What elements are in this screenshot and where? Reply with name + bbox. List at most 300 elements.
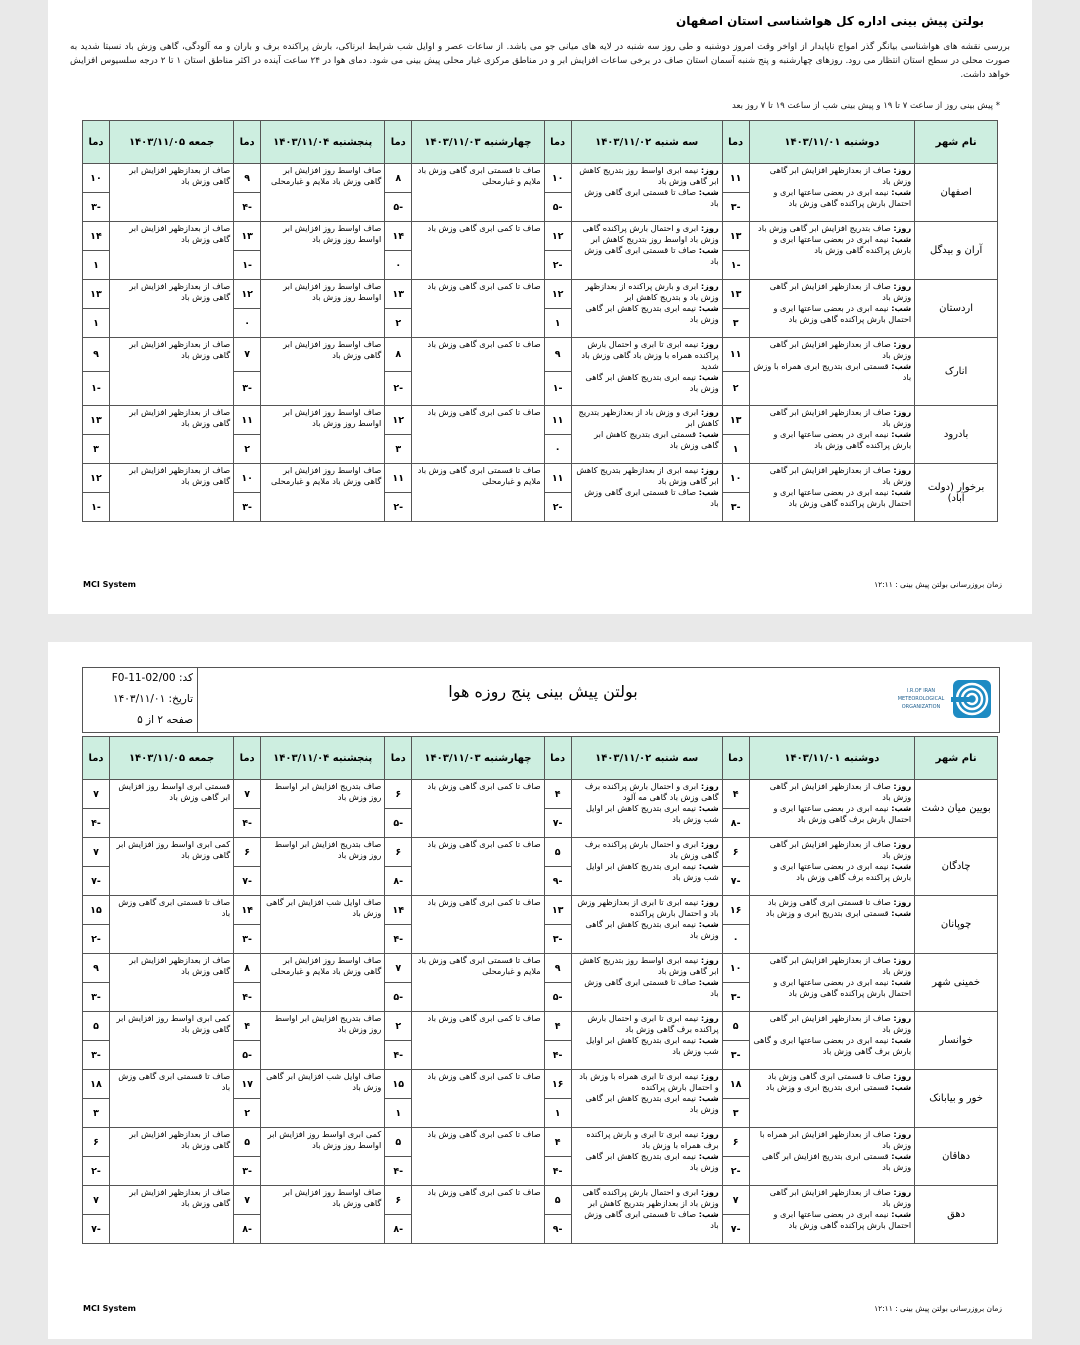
day-forecast bbox=[575, 281, 719, 303]
night-label: شب: bbox=[891, 187, 912, 197]
min-temp: -۳ bbox=[722, 193, 749, 222]
night-label: شب: bbox=[698, 1209, 719, 1219]
column-header-temp: دما bbox=[544, 737, 571, 780]
min-temp: -۴ bbox=[234, 193, 261, 222]
min-temp: -۳ bbox=[234, 925, 261, 954]
document-code-box bbox=[83, 668, 198, 732]
forecast-text: صاف تا کمی ابری گاهی وزش باد bbox=[427, 781, 541, 791]
day-forecast bbox=[575, 223, 719, 245]
min-temp: -۵ bbox=[544, 983, 571, 1012]
day-label: روز: bbox=[700, 465, 719, 475]
night-forecast bbox=[575, 977, 719, 999]
min-temp: -۲ bbox=[722, 1157, 749, 1186]
min-temp: ۳ bbox=[83, 1099, 110, 1128]
min-temp: -۷ bbox=[722, 867, 749, 896]
table-row bbox=[83, 406, 998, 435]
min-temp: -۳ bbox=[83, 983, 110, 1012]
day-text: صاف از بعدازظهر افزایش ابر گاهی وزش باد bbox=[769, 1013, 912, 1034]
column-header-temp: دما bbox=[385, 737, 412, 780]
day-text: نیمه ابری اواسط روز بتدریج کاهش ابر گاهی وزش باد bbox=[579, 955, 719, 976]
min-temp: -۳ bbox=[722, 983, 749, 1012]
min-temp: -۱ bbox=[722, 251, 749, 280]
column-header-city: نام شهر bbox=[915, 737, 998, 780]
day-text: نیمه ابری تا ابری و احتمال بارش پراکنده همراه با وزش باد گاهی وزش باد شدید bbox=[581, 339, 719, 371]
min-temp: -۸ bbox=[722, 809, 749, 838]
min-temp: -۹ bbox=[544, 1215, 571, 1244]
day-text: صاف از بعدازظهر افزایش ابر گاهی وزش باد bbox=[769, 1187, 912, 1208]
table-row bbox=[83, 280, 998, 309]
min-temp: -۱ bbox=[83, 372, 110, 406]
max-temp: ۱۲ bbox=[385, 406, 412, 435]
day-forecast bbox=[753, 1129, 912, 1151]
day-label: روز: bbox=[700, 897, 719, 907]
max-temp: ۷ bbox=[234, 338, 261, 372]
day-forecast bbox=[575, 897, 719, 919]
forecast-text: صاف تا کمی ابری گاهی وزش باد bbox=[427, 1071, 541, 1081]
max-temp: ۴ bbox=[544, 1012, 571, 1041]
min-temp: -۲ bbox=[83, 925, 110, 954]
forecast-cell bbox=[749, 1012, 915, 1070]
day-text: ابری و احتمال بارش پراکنده برف گاهی وزش باد گاهی مه آلود bbox=[584, 781, 719, 802]
column-header-temp: دما bbox=[722, 737, 749, 780]
forecast-text: صاف اواسط روز افزایش ابر اواسط روز وزش باد bbox=[283, 407, 382, 428]
night-text: نیمه ابری بتدریج کاهش ابر گاهی وزش باد bbox=[585, 1151, 719, 1172]
forecast-text: قسمتی ابری اواسط روز افزایش ابر گاهی وزش باد bbox=[118, 781, 231, 802]
max-temp: ۱۱ bbox=[722, 164, 749, 193]
max-temp: ۶ bbox=[234, 838, 261, 867]
forecast-text: صاف از بعدازظهر افزایش ابر گاهی وزش باد bbox=[129, 223, 231, 244]
max-temp: ۱۳ bbox=[544, 896, 571, 925]
table-row bbox=[83, 1128, 998, 1157]
night-text: نیمه ابری در بعضی ساعتها ابری و احتمال بارش پراکنده گاهی وزش باد bbox=[773, 487, 912, 508]
table-row bbox=[83, 1012, 998, 1041]
city-name: دهاقان bbox=[915, 1128, 998, 1186]
forecast-cell bbox=[109, 338, 233, 406]
min-temp: ۱ bbox=[83, 251, 110, 280]
forecast-cell bbox=[412, 1186, 544, 1244]
forecast-cell bbox=[109, 1186, 233, 1244]
day-text: ابری و احتمال بارش پراکنده گاهی وزش باد اواسط روز بتدریج کاهش ابر bbox=[582, 223, 719, 244]
day-text: ابری و بارش پراکنده از بعدازظهر وزش باد و بتدریج کاهش ابر bbox=[585, 281, 719, 302]
forecast-text: صاف تا قسمتی ابری گاهی وزش باد ملایم و غبارمحلی bbox=[417, 955, 541, 976]
day-text: صاف از بعدازظهر افزایش ابر گاهی وزش باد bbox=[769, 465, 912, 486]
day-text: صاف از بعدازظهر افزایش ابر گاهی وزش باد bbox=[769, 165, 912, 186]
max-temp: ۵ bbox=[385, 1128, 412, 1157]
column-header-day: سه شنبه ۱۴۰۳/۱۱/۰۲ bbox=[571, 121, 722, 164]
night-forecast bbox=[753, 1151, 912, 1173]
forecast-cell bbox=[571, 280, 722, 338]
max-temp: ۵ bbox=[722, 1012, 749, 1041]
forecast-cell bbox=[412, 222, 544, 280]
day-text: نیمه ابری تا ابری و بارش پراکنده برف همراه با وزش باد bbox=[586, 1129, 719, 1150]
forecast-cell bbox=[261, 838, 385, 896]
forecast-cell bbox=[412, 464, 544, 522]
night-forecast bbox=[575, 1151, 719, 1173]
min-temp: -۴ bbox=[544, 1157, 571, 1186]
day-text: ابری و وزش باد از بعدازظهر بتدریج کاهش ابر bbox=[578, 407, 719, 428]
column-header-day: دوشنبه ۱۴۰۳/۱۱/۰۱ bbox=[749, 121, 915, 164]
column-header-temp: دما bbox=[722, 121, 749, 164]
night-label: شب: bbox=[891, 1035, 912, 1045]
forecast-cell bbox=[109, 464, 233, 522]
day-text: صاف از بعدازظهر افزایش ابر گاهی وزش باد bbox=[769, 839, 912, 860]
forecast-cell bbox=[109, 954, 233, 1012]
day-text: نیمه ابری تا ابری از بعدازظهر وزش باد و احتمال بارش پراکنده bbox=[577, 897, 719, 918]
min-temp: -۳ bbox=[83, 193, 110, 222]
day-label: روز: bbox=[700, 339, 719, 349]
max-temp: ۱۰ bbox=[544, 164, 571, 193]
night-label: شب: bbox=[891, 361, 912, 371]
day-label: روز: bbox=[700, 407, 719, 417]
day-forecast bbox=[575, 839, 719, 861]
column-header-temp: دما bbox=[385, 121, 412, 164]
column-header-temp: دما bbox=[83, 737, 110, 780]
column-header-day: چهارشنبه ۱۴۰۳/۱۱/۰۳ bbox=[412, 737, 544, 780]
forecast-cell bbox=[261, 164, 385, 222]
max-temp: ۶ bbox=[385, 780, 412, 809]
day-forecast bbox=[753, 223, 912, 234]
city-name: خور و بیابانک bbox=[915, 1070, 998, 1128]
forecast-cell bbox=[749, 280, 915, 338]
max-temp: ۱۰ bbox=[722, 954, 749, 983]
night-forecast bbox=[753, 1209, 912, 1231]
table-row bbox=[83, 780, 998, 809]
day-forecast bbox=[575, 1013, 719, 1035]
max-temp: ۵ bbox=[544, 1186, 571, 1215]
column-header-day: سه شنبه ۱۴۰۳/۱۱/۰۲ bbox=[571, 737, 722, 780]
max-temp: ۱۲ bbox=[544, 280, 571, 309]
page-footer-2 bbox=[48, 1304, 1032, 1314]
day-forecast bbox=[753, 955, 912, 977]
max-temp: ۱۳ bbox=[722, 406, 749, 435]
forecast-cell bbox=[261, 406, 385, 464]
min-temp: -۲ bbox=[83, 1157, 110, 1186]
night-text: صاف تا قسمتی ابری گاهی وزش باد bbox=[584, 1209, 719, 1230]
night-label: شب: bbox=[891, 1151, 912, 1161]
day-label: روز: bbox=[700, 839, 719, 849]
day-label: روز: bbox=[700, 1187, 719, 1197]
day-forecast bbox=[753, 165, 912, 187]
table-row bbox=[83, 464, 998, 493]
forecast-cell bbox=[571, 838, 722, 896]
night-label: شب: bbox=[698, 1151, 719, 1161]
night-label: شب: bbox=[891, 1209, 912, 1219]
min-temp: -۵ bbox=[385, 983, 412, 1012]
forecast-cell bbox=[109, 1070, 233, 1128]
max-temp: ۶ bbox=[385, 838, 412, 867]
forecast-cell bbox=[571, 222, 722, 280]
forecast-text: صاف بتدریج افزایش ابر اواسط روز وزش باد bbox=[274, 1013, 382, 1034]
column-header-day: دوشنبه ۱۴۰۳/۱۱/۰۱ bbox=[749, 737, 915, 780]
bulletin-page-2 bbox=[48, 642, 1032, 1339]
max-temp: ۱۴ bbox=[83, 222, 110, 251]
night-label: شب: bbox=[891, 861, 912, 871]
day-label: روز: bbox=[893, 407, 912, 417]
forecast-cell bbox=[261, 280, 385, 338]
day-text: ابری و احتمال بارش پراکنده برف گاهی وزش باد bbox=[584, 839, 719, 860]
min-temp: -۴ bbox=[83, 809, 110, 838]
forecast-cell bbox=[261, 222, 385, 280]
forecast-text: صاف اوایل شب افزایش ابر گاهی وزش باد bbox=[266, 897, 382, 918]
max-temp: ۹ bbox=[544, 954, 571, 983]
forecast-cell bbox=[571, 464, 722, 522]
day-label: روز: bbox=[700, 1013, 719, 1023]
forecast-cell bbox=[412, 1128, 544, 1186]
day-forecast bbox=[575, 1187, 719, 1209]
day-forecast bbox=[753, 281, 912, 303]
min-temp: -۴ bbox=[544, 1041, 571, 1070]
night-forecast bbox=[753, 234, 912, 256]
min-temp: -۵ bbox=[385, 809, 412, 838]
day-text: صاف از بعدازظهر افزایش ابر همراه با وزش باد bbox=[759, 1129, 912, 1150]
night-forecast bbox=[575, 1093, 719, 1115]
forecast-text: صاف تا کمی ابری گاهی وزش باد bbox=[427, 223, 541, 233]
night-forecast bbox=[753, 361, 912, 383]
max-temp: ۹ bbox=[83, 954, 110, 983]
forecast-text: صاف از بعدازظهر افزایش ابر گاهی وزش باد bbox=[129, 339, 231, 360]
night-text: نیمه ابری بتدریج کاهش ابر گاهی وزش باد bbox=[585, 1093, 719, 1114]
day-label: روز: bbox=[700, 223, 719, 233]
night-forecast bbox=[753, 861, 912, 883]
forecast-text: کمی ابری اواسط روز افزایش ابر اواسط روز وزش باد bbox=[267, 1129, 382, 1150]
min-temp: -۳ bbox=[234, 1157, 261, 1186]
day-forecast bbox=[753, 781, 912, 803]
day-label: روز: bbox=[893, 897, 912, 907]
forecast-cell bbox=[109, 406, 233, 464]
svg-text:I.R.OF IRAN: I.R.OF IRAN bbox=[906, 688, 936, 694]
night-text: نیمه ابری بتدریج کاهش ابر گاهی وزش باد bbox=[585, 372, 719, 393]
min-temp: -۵ bbox=[234, 1041, 261, 1070]
day-label: روز: bbox=[893, 955, 912, 965]
max-temp: ۲ bbox=[385, 1012, 412, 1041]
day-label: روز: bbox=[700, 165, 719, 175]
night-forecast bbox=[575, 861, 719, 883]
min-temp: -۸ bbox=[234, 1215, 261, 1244]
max-temp: ۱۳ bbox=[385, 280, 412, 309]
day-label: روز: bbox=[700, 781, 719, 791]
table-row bbox=[83, 1070, 998, 1099]
min-temp: ۱ bbox=[544, 309, 571, 338]
max-temp: ۱۰ bbox=[83, 164, 110, 193]
night-text: صاف تا قسمتی ابری گاهی وزش باد bbox=[584, 977, 719, 998]
synoptic-summary: بررسی نقشه های هواشناسی بیانگر گذر امواج ناپایدار از اواخر وقت امروز دوشنبه و طی روز سه شنبه در لایه های میانی جو می باشد. از ساعات عصر و اوایل شب شرایط ابرناکی، بارش پراکنده برف و باران و مه آلودگی، گاهی وزش باد نسبتا شدید به صورت محلی در سطح استان انتظار می رود. روزهای چهارشنبه و پنج شنبه آسمان استان صاف در برخی ساعات افزایش ابر و در مناطق مرکزی غبار محلی پیش بینی می شود. دمای هوا در ۲۴ ساعت آینده در اکثر مناطق استان ۱ تا ۲ درجه سلسیوس افزایش خواهد داشت. bbox=[70, 42, 1010, 80]
day-forecast bbox=[575, 339, 719, 372]
forecast-text: صاف بتدریج افزایش ابر اواسط روز وزش باد bbox=[274, 839, 382, 860]
forecast-cell bbox=[412, 1070, 544, 1128]
table-row bbox=[83, 1186, 998, 1215]
max-temp: ۱۱ bbox=[722, 338, 749, 372]
day-text: نیمه ابری تا ابری و احتمال بارش پراکنده برف گاهی وزش باد bbox=[587, 1013, 719, 1034]
forecast-text: صاف تا کمی ابری گاهی وزش باد bbox=[427, 281, 541, 291]
day-label: روز: bbox=[893, 1013, 912, 1023]
min-temp: -۱ bbox=[83, 493, 110, 522]
forecast-text: صاف اواسط روز افزایش ابر گاهی وزش باد bbox=[283, 339, 382, 360]
min-temp: -۲ bbox=[544, 493, 571, 522]
column-header-day: جمعه ۱۴۰۳/۱۱/۰۵ bbox=[109, 737, 233, 780]
night-forecast bbox=[575, 429, 719, 451]
night-text: نیمه ابری در بعضی ساعتها ابری و احتمال بارش پراکنده گاهی وزش باد bbox=[773, 187, 912, 208]
night-forecast bbox=[575, 1035, 719, 1057]
day-label: روز: bbox=[893, 1129, 912, 1139]
table-row bbox=[83, 164, 998, 193]
day-forecast bbox=[753, 1187, 912, 1209]
column-header-temp: دما bbox=[234, 737, 261, 780]
night-forecast bbox=[575, 487, 719, 509]
forecast-cell bbox=[749, 1070, 915, 1128]
max-temp: ۱۴ bbox=[385, 222, 412, 251]
min-temp: -۲ bbox=[385, 493, 412, 522]
forecast-text: صاف تا قسمتی ابری گاهی وزش باد bbox=[118, 897, 231, 918]
city-name: بادرود bbox=[915, 406, 998, 464]
table-row bbox=[83, 896, 998, 925]
max-temp: ۱۳ bbox=[83, 280, 110, 309]
max-temp: ۷ bbox=[234, 780, 261, 809]
max-temp: ۱۲ bbox=[83, 464, 110, 493]
forecast-cell bbox=[749, 464, 915, 522]
max-temp: ۹ bbox=[234, 164, 261, 193]
night-forecast bbox=[753, 487, 912, 509]
night-text: صاف تا قسمتی ابری گاهی وزش باد bbox=[584, 187, 719, 208]
night-text: صاف تا قسمتی ابری گاهی وزش باد bbox=[584, 245, 719, 266]
min-temp: -۴ bbox=[385, 1041, 412, 1070]
max-temp: ۱۱ bbox=[544, 464, 571, 493]
forecast-text: صاف تا کمی ابری گاهی وزش باد bbox=[427, 897, 541, 907]
night-label: شب: bbox=[698, 977, 719, 987]
spiral-logo-icon bbox=[891, 670, 995, 728]
min-temp: -۱ bbox=[234, 251, 261, 280]
night-label: شب: bbox=[698, 429, 719, 439]
max-temp: ۷ bbox=[83, 780, 110, 809]
max-temp: ۱۲ bbox=[234, 280, 261, 309]
night-text: نیمه ابری بتدریج کاهش ابر گاهی وزش باد bbox=[585, 919, 719, 940]
night-label: شب: bbox=[698, 187, 719, 197]
forecast-cell bbox=[412, 1012, 544, 1070]
min-temp: ۲ bbox=[234, 435, 261, 464]
night-label: شب: bbox=[698, 803, 719, 813]
day-label: روز: bbox=[893, 339, 912, 349]
night-text: نیمه ابری در بعضی ساعتها ابری و احتمال بارش پراکنده گاهی وزش باد bbox=[773, 303, 912, 324]
day-forecast bbox=[753, 897, 912, 908]
forecast-table-1 bbox=[82, 120, 998, 522]
min-temp: -۳ bbox=[544, 925, 571, 954]
forecast-cell bbox=[571, 164, 722, 222]
min-temp: ۱ bbox=[385, 1099, 412, 1128]
table-row bbox=[83, 338, 998, 372]
day-forecast bbox=[575, 781, 719, 803]
day-forecast bbox=[575, 465, 719, 487]
city-name: بویین میان دشت bbox=[915, 780, 998, 838]
max-temp: ۸ bbox=[234, 954, 261, 983]
forecast-cell bbox=[571, 338, 722, 406]
night-text: نیمه ابری در بعضی ساعتها ابری و بارش پراکنده گاهی وزش باد bbox=[773, 234, 912, 255]
night-text: صاف تا قسمتی ابری گاهی وزش باد bbox=[584, 487, 719, 508]
day-text: صاف از بعدازظهر افزایش ابر گاهی وزش باد bbox=[769, 339, 912, 360]
night-label: شب: bbox=[698, 245, 719, 255]
day-label: روز: bbox=[700, 1071, 719, 1081]
day-forecast bbox=[575, 1129, 719, 1151]
night-label: شب: bbox=[891, 429, 912, 439]
night-forecast bbox=[575, 245, 719, 267]
night-forecast bbox=[753, 977, 912, 999]
column-header-day: پنجشنبه ۱۴۰۳/۱۱/۰۴ bbox=[261, 121, 385, 164]
min-temp: ۳ bbox=[722, 309, 749, 338]
day-label: روز: bbox=[700, 955, 719, 965]
forecast-cell bbox=[571, 896, 722, 954]
max-temp: ۷ bbox=[83, 838, 110, 867]
forecast-text: صاف تا کمی ابری گاهی وزش باد bbox=[427, 339, 541, 349]
forecast-cell bbox=[109, 164, 233, 222]
night-label: شب: bbox=[891, 803, 912, 813]
max-temp: ۱۰ bbox=[234, 464, 261, 493]
day-text: صاف بتدریج افزایش ابر گاهی وزش باد bbox=[758, 223, 891, 233]
day-label: روز: bbox=[893, 781, 912, 791]
page-footer bbox=[48, 580, 1032, 590]
min-temp: ۳ bbox=[83, 435, 110, 464]
document-date: تاریخ: ۱۴۰۳/۱۱/۰۱ bbox=[113, 693, 193, 705]
city-name: خمینی شهر bbox=[915, 954, 998, 1012]
night-text: نیمه ابری در بعضی ساعتها ابری و احتمال بارش پراکنده گاهی وزش باد bbox=[773, 1209, 912, 1230]
bulletin-page-1 bbox=[48, 0, 1032, 614]
forecast-cell bbox=[749, 780, 915, 838]
night-forecast bbox=[753, 303, 912, 325]
forecast-text: صاف از بعدازظهر افزایش ابر گاهی وزش باد bbox=[129, 281, 231, 302]
forecast-cell bbox=[749, 896, 915, 954]
min-temp: -۴ bbox=[385, 925, 412, 954]
column-header-day: چهارشنبه ۱۴۰۳/۱۱/۰۳ bbox=[412, 121, 544, 164]
day-label: روز: bbox=[893, 1071, 912, 1081]
min-temp: -۴ bbox=[234, 983, 261, 1012]
city-name: خوانسار bbox=[915, 1012, 998, 1070]
footer-update-time: زمان بروزرسانی بولتن پیش بینی : ۱۲:۱۱ bbox=[874, 1304, 1002, 1313]
forecast-text: صاف اواسط روز افزایش ابر گاهی وزش باد ملایم و غبارمحلی bbox=[271, 465, 382, 486]
day-text: نیمه ابری اواسط روز بتدریج کاهش ابر گاهی وزش باد bbox=[579, 165, 719, 186]
max-temp: ۵ bbox=[234, 1128, 261, 1157]
min-temp: -۸ bbox=[385, 867, 412, 896]
night-label: شب: bbox=[891, 234, 912, 244]
forecast-cell bbox=[749, 164, 915, 222]
city-name: انارک bbox=[915, 338, 998, 406]
min-temp: -۱ bbox=[544, 372, 571, 406]
day-label: روز: bbox=[700, 1129, 719, 1139]
column-header-temp: دما bbox=[83, 121, 110, 164]
meteorological-organization-logo bbox=[891, 670, 995, 728]
day-label: روز: bbox=[893, 281, 912, 291]
column-header-temp: دما bbox=[234, 121, 261, 164]
night-forecast bbox=[575, 803, 719, 825]
night-label: شب: bbox=[891, 303, 912, 313]
min-temp: -۵ bbox=[544, 193, 571, 222]
night-forecast bbox=[753, 803, 912, 825]
min-temp: -۹ bbox=[544, 867, 571, 896]
forecast-text: صاف اواسط روز افزایش ابر گاهی وزش باد bbox=[283, 1187, 382, 1208]
forecast-cell bbox=[261, 954, 385, 1012]
forecast-cell bbox=[109, 280, 233, 338]
max-temp: ۸ bbox=[385, 338, 412, 372]
forecast-text: صاف اوایل شب افزایش ابر گاهی وزش باد bbox=[266, 1071, 382, 1092]
night-forecast bbox=[753, 429, 912, 451]
max-temp: ۷ bbox=[722, 1186, 749, 1215]
forecast-text: صاف تا کمی ابری گاهی وزش باد bbox=[427, 1187, 541, 1197]
max-temp: ۷ bbox=[385, 954, 412, 983]
min-temp: -۵ bbox=[385, 193, 412, 222]
forecast-cell bbox=[571, 1012, 722, 1070]
column-header-city: نام شهر bbox=[915, 121, 998, 164]
day-forecast bbox=[575, 407, 719, 429]
forecast-text: صاف از بعدازظهر افزایش ابر گاهی وزش باد bbox=[129, 1187, 231, 1208]
max-temp: ۸ bbox=[385, 164, 412, 193]
forecast-text: کمی ابری اواسط روز افزایش ابر گاهی وزش باد bbox=[116, 1013, 231, 1034]
min-temp: -۷ bbox=[234, 867, 261, 896]
